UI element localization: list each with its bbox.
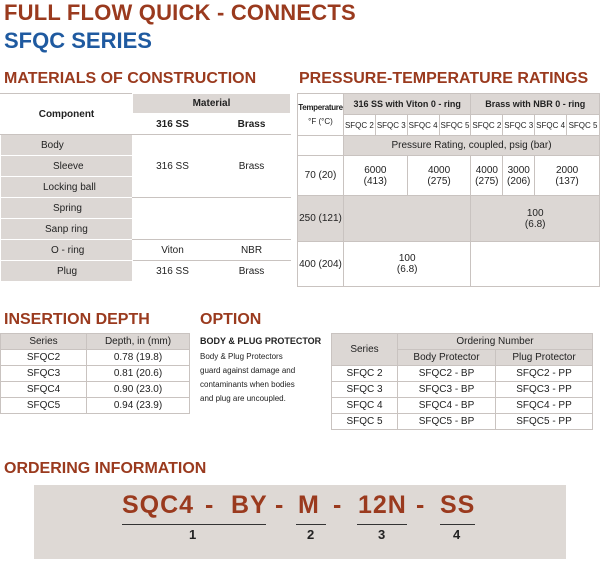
ins-col-depth: Depth, in (mm) [87,334,190,350]
group1-316ss: 316 SS [133,135,213,198]
row1-ss-a-value: 6000 [364,164,387,176]
ord-plug-4: SFQC5 - PP [496,414,593,430]
row2-br-bar: (6.8) [524,218,546,230]
oring-316ss: Viton [133,240,213,261]
pressure-heading: PRESSURE-TEMPERATURE RATINGS [299,70,589,87]
row2-br-value: 100 [526,207,544,219]
row2-temp: 250 (121) [298,196,344,242]
ordering-heading: ORDERING INFORMATION [4,460,207,477]
group-brass: Brass with NBR 0 - ring [471,94,600,115]
col-component: Component [1,94,133,135]
code-dash-3: - [333,491,343,519]
code-part-m: M [298,491,320,519]
ord-body-4: SFQC5 - BP [398,414,496,430]
row3-ss [343,242,470,287]
row1-br-a-bar: (275) [475,175,499,187]
row-oring: O - ring [1,240,133,261]
row-body: Body [1,135,133,156]
oring-brass: NBR [213,240,291,261]
row-sleeve: Sleeve [1,156,133,177]
group1-brass: Brass [213,135,291,198]
temp-label: Temperature [298,102,343,112]
code-part-ss: SS [440,491,476,519]
col-material: Material [133,94,291,114]
page-title: FULL FLOW QUICK - CONNECTS [4,0,356,25]
code-dash-4: - [416,491,426,519]
row3-ss-bar: (6.8) [396,264,418,275]
row-spring: Spring [1,198,133,219]
ord-col-plug: Plug Protector [496,350,593,366]
ord-plug-1: SFQC2 - PP [496,366,593,382]
code-number-2: 2 [307,527,315,542]
row2-br [471,196,600,242]
option-heading: OPTION [200,311,262,328]
model-br-3: SFQC 3 [503,115,535,136]
code-part-series: SQC4 [122,491,195,519]
underline-3 [357,524,407,525]
ord-body-2: SFQC3 - BP [398,382,496,398]
row3-temp: 400 (204) [298,242,344,287]
ins-depth-4: 0.94 (23.9) [87,398,190,414]
code-part-by: BY [231,491,268,519]
underline-2 [296,524,326,525]
temp-header [298,94,344,136]
row3-ss-value: 100 [398,253,416,264]
row1-br-c [535,156,600,196]
ord-col-ordering: Ordering Number [398,334,593,350]
rating-label: Pressure Rating, coupled, psig (bar) [343,136,599,156]
ord-col-series: Series [332,334,398,366]
row1-ss-a-bar: (413) [363,175,388,187]
ins-series-2: SFQC3 [1,366,87,382]
col-316ss: 316 SS [133,114,213,135]
model-br-5: SFQC 5 [567,115,600,136]
ins-col-series: Series [1,334,87,350]
ordering-number-table [331,333,593,430]
row1-ss-b-bar: (275) [427,175,451,187]
row3-br [471,242,600,287]
ord-series-1: SFQC 2 [332,366,398,382]
row-plug: Plug [1,261,133,282]
code-dash-1: - [205,491,215,519]
code-dash-2: - [275,491,285,519]
ins-series-1: SFQC2 [1,350,87,366]
plug-brass: Brass [213,261,291,282]
row1-br-b [503,156,535,196]
row1-br-b-bar: (206) [507,175,531,187]
ord-col-body: Body Protector [398,350,496,366]
ins-series-4: SFQC5 [1,398,87,414]
plug-316ss: 316 SS [133,261,213,282]
option-line-3: contaminants when bodies [200,380,295,389]
option-sub: BODY & PLUG PROTECTOR [200,336,322,346]
temp-unit: °F (°C) [308,116,333,126]
rating-spacer [298,136,344,156]
code-number-3: 3 [378,527,386,542]
ord-series-4: SFQC 5 [332,414,398,430]
ins-depth-2: 0.81 (20.6) [87,366,190,382]
row-locking-ball: Locking ball [1,177,133,198]
code-part-12n: 12N [358,491,407,519]
ord-series-2: SFQC 3 [332,382,398,398]
model-br-2: SFQC 2 [471,115,503,136]
row1-br-c-value: 2000 [555,164,579,176]
row2-ss [343,196,470,242]
model-ss-2: SFQC 2 [343,115,375,136]
ins-depth-1: 0.78 (19.8) [87,350,190,366]
row1-ss-b [407,156,471,196]
row1-br-a [471,156,503,196]
group-ss: 316 SS with Viton 0 - ring [343,94,470,115]
row1-br-c-bar: (137) [555,175,579,187]
row1-temp: 70 (20) [298,156,344,196]
page-subtitle: SFQC SERIES [4,28,152,53]
option-line-2: guard against damage and [200,366,296,375]
ord-plug-2: SFQC3 - PP [496,382,593,398]
ord-body-3: SFQC4 - BP [398,398,496,414]
model-br-4: SFQC 4 [535,115,567,136]
row1-br-b-value: 3000 [507,164,530,176]
option-line-1: Body & Plug Protectors [200,352,283,361]
col-brass: Brass [213,114,291,135]
option-line-4: and plug are uncoupled. [200,394,286,403]
row-snap-ring: Sanp ring [1,219,133,240]
ord-series-3: SFQC 4 [332,398,398,414]
insertion-heading: INSERTION DEPTH [4,311,150,328]
code-number-4: 4 [453,527,461,542]
row1-ss-a [343,156,407,196]
row1-br-a-value: 4000 [475,164,498,176]
model-ss-5: SFQC 5 [439,115,471,136]
code-number-1: 1 [189,527,197,542]
model-ss-3: SFQC 3 [375,115,407,136]
ins-depth-3: 0.90 (23.0) [87,382,190,398]
underline-4 [440,524,475,525]
spring-empty [133,198,291,240]
ord-plug-3: SFQC4 - PP [496,398,593,414]
materials-table [0,93,291,282]
model-ss-4: SFQC 4 [407,115,439,136]
ord-body-1: SFQC2 - BP [398,366,496,382]
ins-series-3: SFQC4 [1,382,87,398]
pressure-table [297,93,600,287]
row1-ss-b-value: 4000 [427,164,451,176]
underline-1 [122,524,266,525]
materials-heading: MATERIALS OF CONSTRUCTION [4,70,257,87]
insertion-table [0,333,190,414]
